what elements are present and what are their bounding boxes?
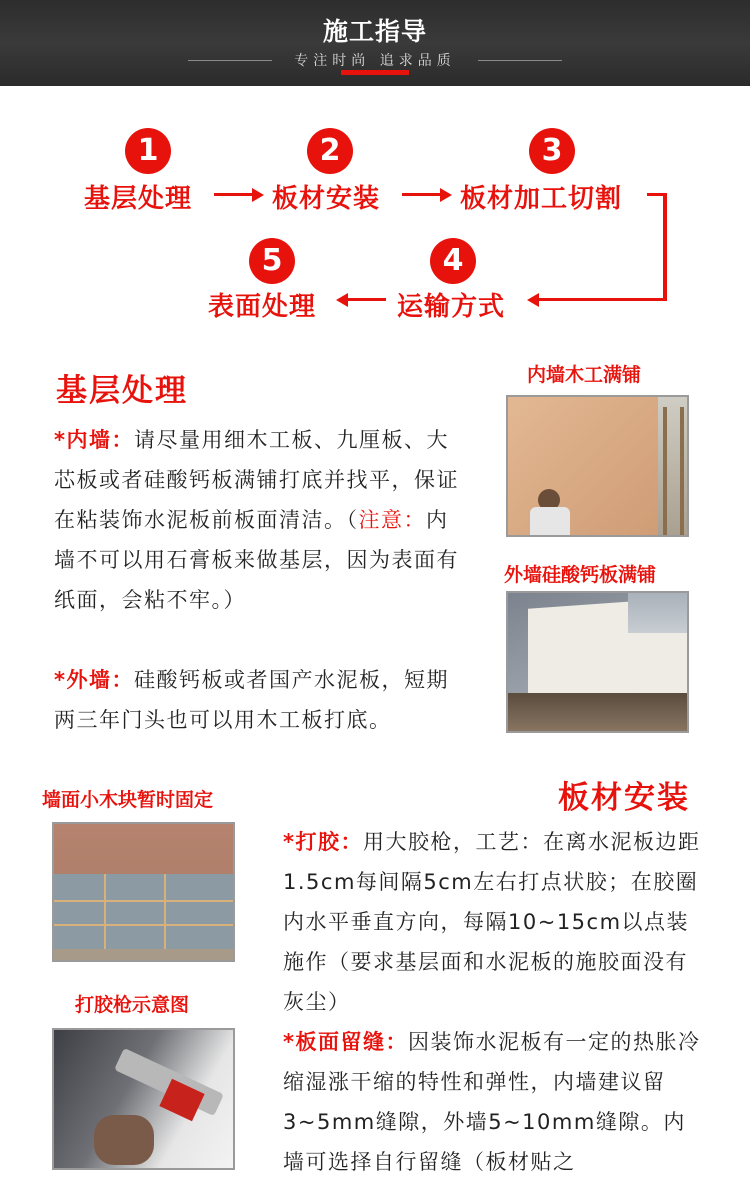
base-inner-paragraph <box>54 420 459 620</box>
photo2-caption: 外墙硅酸钙板满铺 <box>504 564 657 586</box>
step-3-label: 板材加工切割 <box>460 184 623 214</box>
step-2-badge: 2 <box>307 128 353 174</box>
glue-paragraph <box>283 822 708 1022</box>
connector-vertical <box>663 193 667 301</box>
photo3-caption: 墙面小木块暂时固定 <box>42 789 214 811</box>
page-title: 施工指导 <box>322 17 427 46</box>
step-5-badge: 5 <box>249 238 295 284</box>
header-accent-bar <box>341 70 409 75</box>
arrow-left-icon <box>527 293 539 307</box>
step-2-label: 板材安装 <box>272 184 381 214</box>
step-4-label: 运输方式 <box>397 292 506 322</box>
glue-gun-photo <box>52 1028 235 1170</box>
header-banner <box>0 0 750 86</box>
step-4-badge: 4 <box>430 238 476 284</box>
arrow-right-icon <box>252 188 264 202</box>
gap-text: 因装饰水泥板有一定的热胀冷缩湿涨干缩的特性和弹性，内墙建议留3~5mm缝隙，外墙5~10mm缝隙。内墙可选择自行留缝（板材贴之 <box>283 1030 701 1174</box>
inner-wall-wood-photo <box>506 395 689 537</box>
arrow-right-icon <box>440 188 452 202</box>
note-text: 内墙不可以用石膏板来做基层，因为表面有纸面，会粘不牢。） <box>54 508 459 612</box>
arrow-4-5-line <box>346 298 386 301</box>
photo1-caption: 内墙木工满铺 <box>527 364 642 386</box>
outer-wall-board-photo <box>506 591 689 733</box>
outer-wall-text: 硅酸钙板或者国产水泥板，短期两三年门头也可以用木工板打底。 <box>54 668 449 732</box>
step-5-label: 表面处理 <box>208 292 317 322</box>
header-divider-right <box>478 60 562 61</box>
step-1-badge: 1 <box>125 128 171 174</box>
arrow-left-icon <box>336 293 348 307</box>
base-outer-paragraph <box>54 660 459 740</box>
inner-wall-label: *内墙： <box>54 428 134 452</box>
arrow-2-3-line <box>402 193 442 196</box>
photo4-caption: 打胶枪示意图 <box>75 994 190 1016</box>
glue-text: 用大胶枪，工艺：在离水泥板边距1.5cm每间隔5cm左右打点状胶；在胶圈内水平垂直方向，每隔10~15cm以点装施作（要求基层面和水泥板的施胶面没有灰尘） <box>283 830 701 1014</box>
step-1-label: 基层处理 <box>84 184 193 214</box>
inner-wall-text: 请尽量用细木工板、九厘板、大芯板或者硅酸钙板满铺打底并找平，保证在粘装饰水泥板前板面清洁。（ <box>54 428 459 532</box>
install-section-title: 板材安装 <box>558 780 690 816</box>
outer-wall-label: *外墙： <box>54 668 134 692</box>
glue-label: *打胶： <box>283 830 363 854</box>
base-section-title: 基层处理 <box>56 373 188 409</box>
step-3-badge: 3 <box>529 128 575 174</box>
wall-wood-block-photo <box>52 822 235 962</box>
page-subtitle: 专注时尚 追求品质 <box>294 53 456 69</box>
note-label: 注意： <box>358 508 426 532</box>
gap-label: *板面留缝： <box>283 1030 408 1054</box>
connector-bottom <box>538 298 667 301</box>
gap-paragraph <box>283 1022 708 1182</box>
arrow-1-2-line <box>214 193 254 196</box>
